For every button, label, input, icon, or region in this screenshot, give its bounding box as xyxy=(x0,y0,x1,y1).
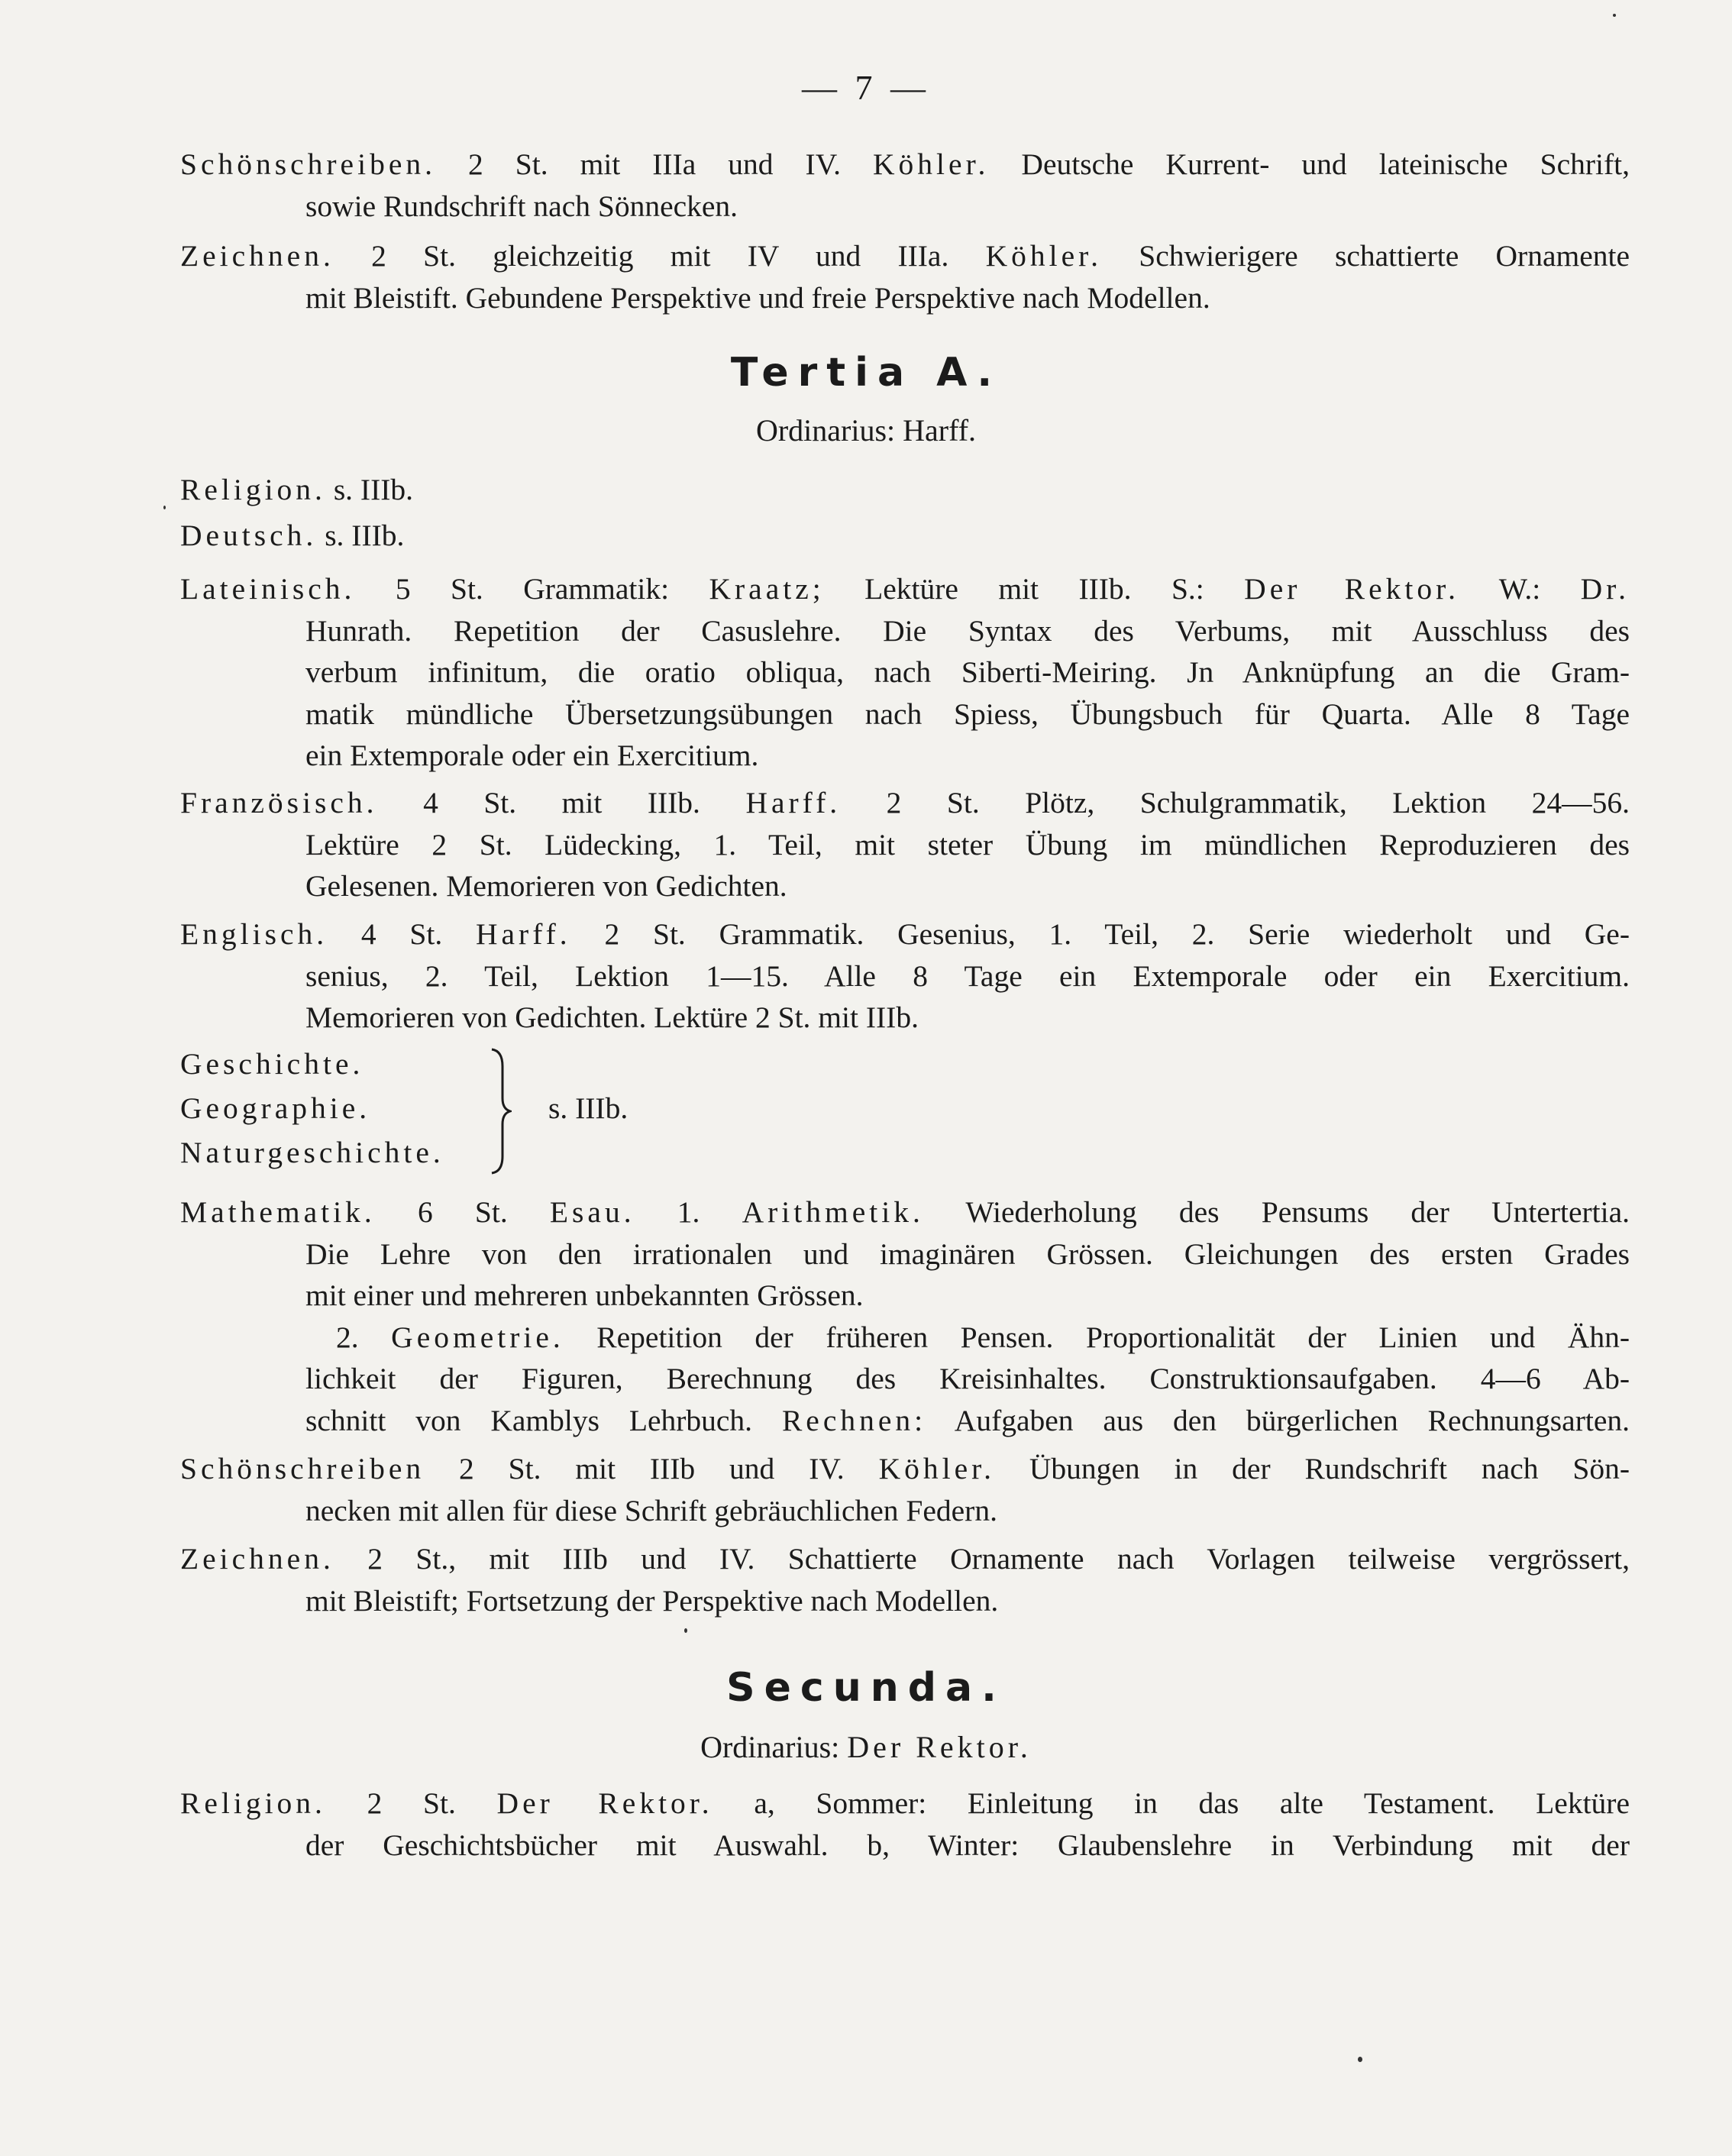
subject-label: Französisch. xyxy=(180,786,378,819)
entry-text: s. IIIb. xyxy=(325,473,414,506)
entry-schoenschreiben-tertia xyxy=(180,1448,1630,1531)
page-number: — 7 — xyxy=(802,68,930,107)
entry-text: 2 St., mit IIIb und IV. Schattierte Ornamente nach Vorlagen teilweise vergrössert, xyxy=(334,1542,1630,1576)
entry-line: matik mündliche Übersetzungsübungen nach Spiess, Übungsbuch für Quarta. Alle 8 Tage xyxy=(305,697,1630,731)
entry-line: Memorieren von Gedichten. Lektüre 2 St. mit IIIb. xyxy=(305,1000,919,1034)
subject-label: Schönschreiben xyxy=(180,1452,425,1485)
teacher-name: Dr. xyxy=(1580,572,1630,606)
entry-line: senius, 2. Teil, Lektion 1—15. Alle 8 Tage ein Extemporale oder ein Exercitium. xyxy=(305,958,1630,993)
entry-text: 2. xyxy=(336,1320,392,1354)
subject-label: Lateinisch. xyxy=(180,572,356,606)
teacher-name: Köhler. xyxy=(985,239,1103,273)
right-brace-icon xyxy=(489,1048,512,1175)
teacher-name: Der Rektor. xyxy=(1244,572,1459,606)
entry-englisch xyxy=(180,913,1630,1039)
entry-text: 2 St. gleichzeitig mit IV und IIIa. xyxy=(334,239,986,273)
entry-zeichnen-tertia xyxy=(180,1538,1630,1621)
subtopic-label: Arithmetik. xyxy=(742,1195,924,1229)
entry-text: 4 St. mit IIIb. xyxy=(377,786,746,819)
entry-text: Aufgaben aus den bürgerlichen Rechnungsarten. xyxy=(926,1403,1630,1437)
entry-line xyxy=(180,1317,1630,1359)
entry-text: 2 St. Plötz, Schulgrammatik, Lektion 24—56. xyxy=(841,786,1630,819)
scan-speck xyxy=(163,506,166,509)
entry-text: Schwierigere schattierte Ornamente xyxy=(1102,239,1630,273)
entry-text: 2 St. mit IIIb und IV. xyxy=(425,1452,879,1485)
subject-label: Englisch. xyxy=(180,917,328,951)
subject-label: Mathematik. xyxy=(180,1195,376,1229)
entry-line xyxy=(180,1191,1630,1233)
subtopic-label: Rechnen: xyxy=(781,1403,927,1437)
teacher-name: Harff. xyxy=(745,786,842,819)
entry-deutsch-tertia xyxy=(180,515,404,557)
entry-line: lichkeit der Figuren, Berechnung des Kreisinhaltes. Construktionsaufgaben. 4—6 Ab- xyxy=(305,1362,1630,1395)
teacher-name: Köhler. xyxy=(878,1452,995,1485)
entry-text: Deutsche Kurrent- und lateinische Schrift, xyxy=(989,147,1630,181)
ordinarius-label: Ordinarius: xyxy=(700,1730,848,1764)
entry-line xyxy=(180,1448,1630,1490)
entry-text: 2 St. xyxy=(325,1786,497,1820)
entry-text: 1. xyxy=(635,1195,742,1229)
entry-line: mit Bleistift; Fortsetzung der Perspektive nach Modellen. xyxy=(305,1583,999,1618)
entry-text: 6 St. xyxy=(375,1195,550,1229)
entry-lateinisch xyxy=(180,568,1630,777)
entry-religion-tertia xyxy=(180,469,413,511)
subject-label-geschichte: Geschichte. xyxy=(180,1047,364,1081)
entry-line xyxy=(180,1400,1630,1442)
entry-line: Lektüre 2 St. Lüdecking, 1. Teil, mit steter Übung im mündlichen Reproduzieren des xyxy=(305,827,1630,861)
teacher-name: Esau. xyxy=(549,1195,635,1229)
teacher-name: Köhler. xyxy=(873,147,990,181)
entry-line: mit Bleistift. Gebundene Perspektive und freie Perspektive nach Modellen. xyxy=(305,280,1210,315)
entry-text: 2 St. Grammatik. Gesenius, 1. Teil, 2. Serie wiederholt und Ge- xyxy=(570,917,1630,951)
entry-zeichnen-iiia xyxy=(180,235,1630,318)
entry-line xyxy=(180,913,1630,955)
subject-label: Religion. xyxy=(180,1786,326,1820)
brace-subject-group xyxy=(180,1042,444,1175)
teacher-name: Harff. xyxy=(476,917,571,951)
entry-line xyxy=(180,610,1630,652)
subject-label: Schönschreiben. xyxy=(180,147,436,181)
entry-text: 2 St. mit IIIa und IV. xyxy=(435,147,874,181)
entry-text: 4 St. xyxy=(328,917,476,951)
subject-label: Zeichnen. xyxy=(180,1542,334,1576)
teacher-name: Der Rektor. xyxy=(847,1730,1032,1764)
scan-speck xyxy=(1358,2057,1362,2062)
subject-label-naturgeschichte: Naturgeschichte. xyxy=(180,1136,444,1169)
scan-speck xyxy=(1613,14,1616,17)
entry-text: W.: xyxy=(1459,572,1581,606)
ordinarius-tertia: Ordinarius: Harff. xyxy=(755,413,977,448)
entry-text: Repetition der früheren Pensen. Proportionalität der Linien und Ähn- xyxy=(564,1320,1630,1354)
entry-text: Wiederholung des Pensums der Untertertia. xyxy=(923,1195,1630,1229)
subject-label: Deutsch. xyxy=(180,519,318,552)
author-name: Kraatz; xyxy=(709,572,825,606)
subtopic-label: Geometrie. xyxy=(391,1320,564,1354)
entry-line xyxy=(180,1783,1630,1825)
entry-line xyxy=(180,1538,1630,1580)
teacher-name: Hunrath. xyxy=(305,613,412,648)
section-heading-secunda: Secunda. xyxy=(726,1665,1006,1711)
entry-text: schnitt von Kamblys Lehrbuch. xyxy=(305,1403,782,1437)
subject-label: Religion. xyxy=(180,473,326,506)
entry-line: der Geschichtsbücher mit Auswahl. b, Winter: Glaubenslehre in Verbindung mit der xyxy=(305,1828,1630,1862)
entry-line: Gelesenen. Memorieren von Gedichten. xyxy=(305,869,787,903)
entry-line xyxy=(180,782,1630,824)
entry-line xyxy=(180,235,1630,277)
entry-line: Die Lehre von den irrationalen und imaginären Grössen. Gleichungen des ersten Grades xyxy=(305,1236,1630,1271)
entry-mathematik xyxy=(180,1191,1630,1441)
entry-line: verbum infinitum, die oratio obliqua, nach Siberti-Meiring. Jn Anknüpfung an die Gram- xyxy=(305,655,1630,689)
entry-line xyxy=(180,568,1630,610)
subject-label: Zeichnen. xyxy=(180,239,334,273)
entry-text: 5 St. Grammatik: xyxy=(355,572,709,606)
teacher-name: Der Rektor. xyxy=(496,1786,713,1820)
scan-speck xyxy=(684,1628,687,1633)
entry-line xyxy=(180,144,1630,186)
entry-text: Lektüre mit IIIb. S.: xyxy=(824,572,1245,606)
entry-schoenschreiben-iiia xyxy=(180,144,1630,227)
entry-line: necken mit allen für diese Schrift gebräuchlichen Federn. xyxy=(305,1493,997,1527)
entry-religion-secunda xyxy=(180,1783,1630,1866)
entry-text: a, Sommer: Einleitung in das alte Testament. Lektüre xyxy=(713,1786,1630,1820)
entry-text: Übungen in der Rundschrift nach Sön- xyxy=(994,1452,1630,1485)
entry-line: ein Extemporale oder ein Exercitium. xyxy=(305,739,759,772)
entry-text: s. IIIb. xyxy=(317,519,405,552)
ordinarius-secunda xyxy=(0,1729,1732,1765)
section-heading-tertia: Tertia A. xyxy=(730,350,1002,396)
brace-reference: s. IIIb. xyxy=(548,1091,628,1125)
entry-line: mit einer und mehreren unbekannten Grössen. xyxy=(305,1278,864,1312)
entry-line: sowie Rundschrift nach Sönnecken. xyxy=(305,189,738,223)
entry-franzoesisch xyxy=(180,782,1630,907)
subject-label-geographie: Geographie. xyxy=(180,1091,371,1125)
entry-text: Repetition der Casuslehre. Die Syntax des Verbums, mit Ausschluss des xyxy=(412,613,1630,648)
